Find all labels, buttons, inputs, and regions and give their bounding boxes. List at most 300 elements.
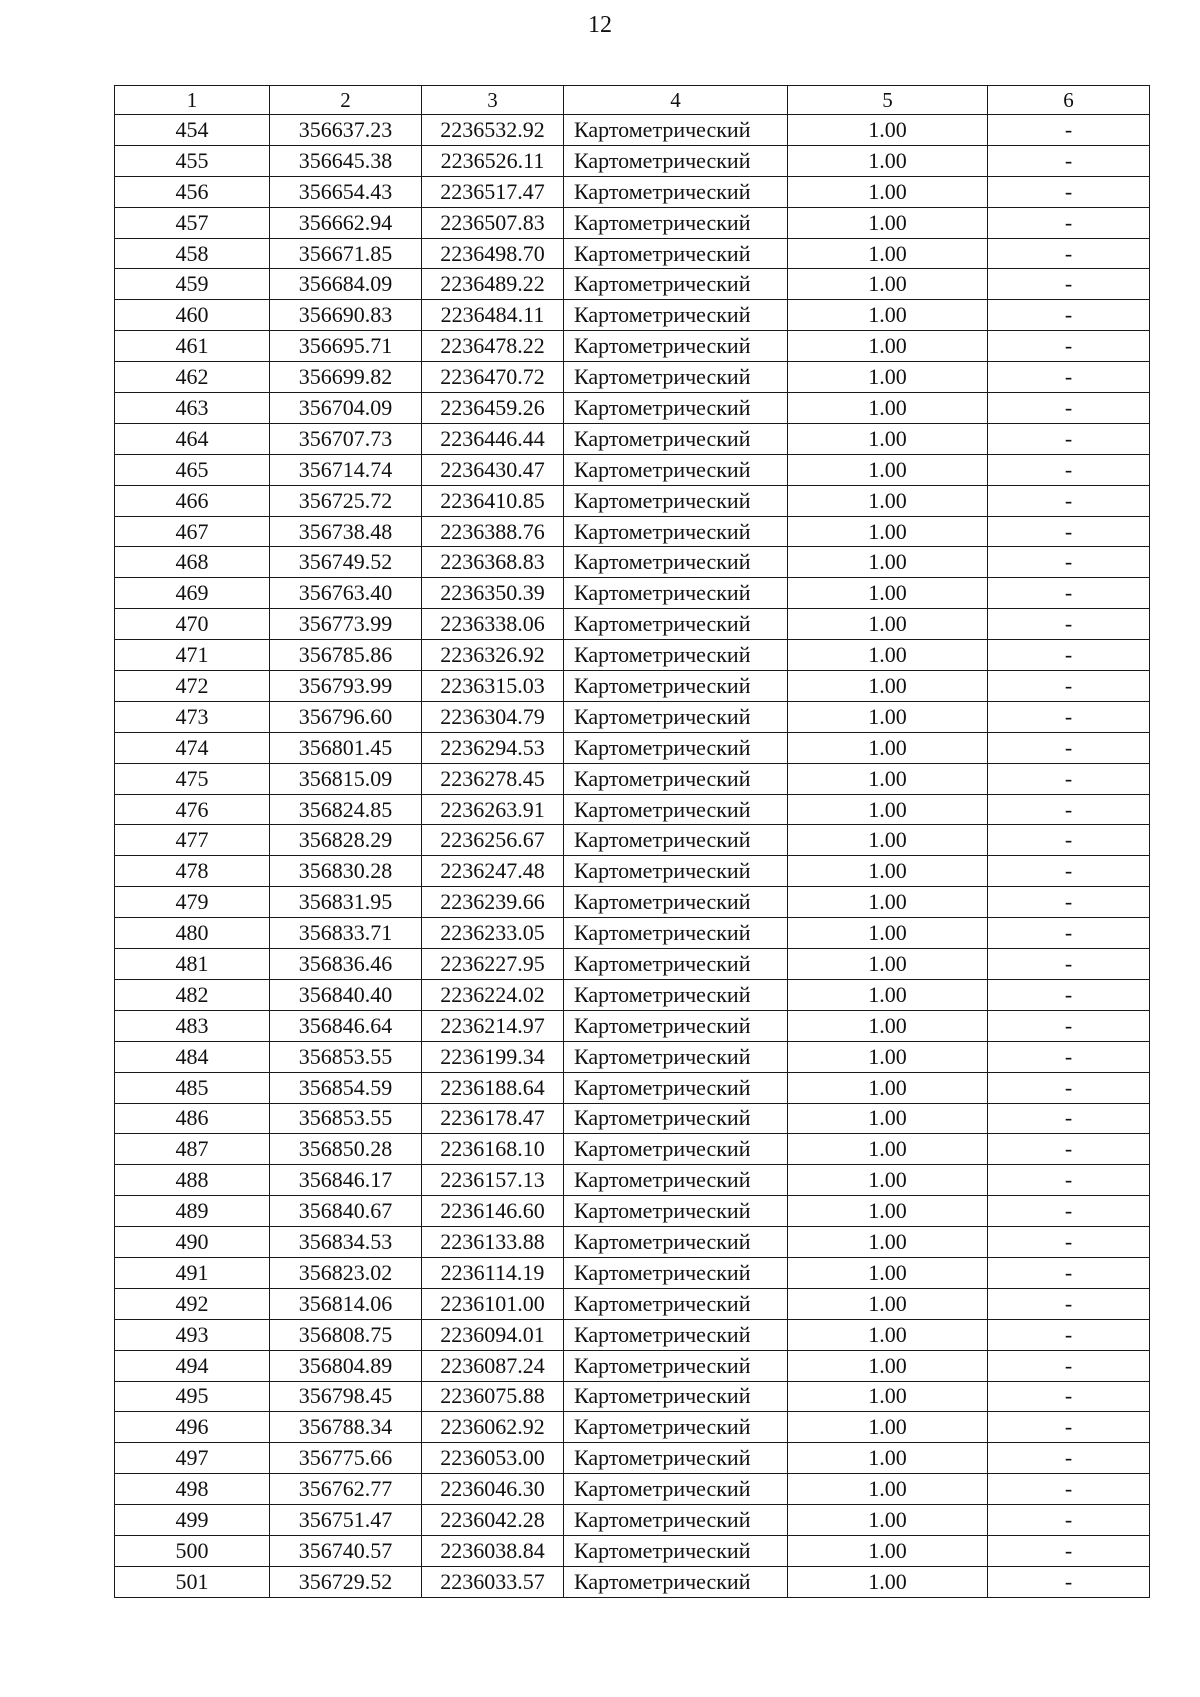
point-number-cell: 473 [115,701,270,732]
x-coordinate-cell: 356699.82 [270,362,422,393]
y-coordinate-cell: 2236256.67 [422,825,564,856]
point-number-cell: 493 [115,1319,270,1350]
table-row [115,825,1150,856]
accuracy-cell: 1.00 [788,1288,988,1319]
accuracy-cell: 1.00 [788,1535,988,1566]
note-cell: - [988,1196,1150,1227]
method-cell: Картометрический [564,1319,788,1350]
header-row [115,86,1150,115]
note-cell: - [988,331,1150,362]
note-cell: - [988,547,1150,578]
table-row [115,640,1150,671]
method-cell: Картометрический [564,1443,788,1474]
method-cell: Картометрический [564,115,788,146]
accuracy-cell: 1.00 [788,1505,988,1536]
point-number-cell: 466 [115,485,270,516]
table-row [115,1381,1150,1412]
y-coordinate-cell: 2236532.92 [422,115,564,146]
point-number-cell: 474 [115,732,270,763]
accuracy-cell: 1.00 [788,701,988,732]
table-row [115,393,1150,424]
table-row [115,1103,1150,1134]
accuracy-cell: 1.00 [788,485,988,516]
point-number-cell: 468 [115,547,270,578]
x-coordinate-cell: 356695.71 [270,331,422,362]
note-cell: - [988,1257,1150,1288]
table-row [115,578,1150,609]
x-coordinate-cell: 356801.45 [270,732,422,763]
accuracy-cell: 1.00 [788,238,988,269]
y-coordinate-cell: 2236304.79 [422,701,564,732]
y-coordinate-cell: 2236168.10 [422,1134,564,1165]
x-coordinate-cell: 356738.48 [270,516,422,547]
method-cell: Картометрический [564,887,788,918]
method-cell: Картометрический [564,1566,788,1597]
table-row [115,207,1150,238]
point-number-cell: 498 [115,1474,270,1505]
point-number-cell: 482 [115,979,270,1010]
note-cell: - [988,1443,1150,1474]
note-cell: - [988,393,1150,424]
y-coordinate-cell: 2236350.39 [422,578,564,609]
x-coordinate-cell: 356775.66 [270,1443,422,1474]
accuracy-cell: 1.00 [788,1319,988,1350]
point-number-cell: 495 [115,1381,270,1412]
y-coordinate-cell: 2236278.45 [422,763,564,794]
y-coordinate-cell: 2236214.97 [422,1010,564,1041]
note-cell: - [988,1134,1150,1165]
y-coordinate-cell: 2236046.30 [422,1474,564,1505]
method-cell: Картометрический [564,145,788,176]
x-coordinate-cell: 356804.89 [270,1350,422,1381]
table-row [115,1010,1150,1041]
y-coordinate-cell: 2236507.83 [422,207,564,238]
note-cell: - [988,300,1150,331]
note-cell: - [988,1474,1150,1505]
x-coordinate-cell: 356690.83 [270,300,422,331]
note-cell: - [988,794,1150,825]
y-coordinate-cell: 2236459.26 [422,393,564,424]
table-row [115,331,1150,362]
note-cell: - [988,640,1150,671]
table-row [115,454,1150,485]
y-coordinate-cell: 2236101.00 [422,1288,564,1319]
accuracy-cell: 1.00 [788,1443,988,1474]
x-coordinate-cell: 356823.02 [270,1257,422,1288]
table-row [115,269,1150,300]
method-cell: Картометрический [564,1072,788,1103]
y-coordinate-cell: 2236178.47 [422,1103,564,1134]
y-coordinate-cell: 2236033.57 [422,1566,564,1597]
method-cell: Картометрический [564,516,788,547]
x-coordinate-cell: 356740.57 [270,1535,422,1566]
x-coordinate-cell: 356704.09 [270,393,422,424]
x-coordinate-cell: 356763.40 [270,578,422,609]
accuracy-cell: 1.00 [788,887,988,918]
table-row [115,1041,1150,1072]
y-coordinate-cell: 2236315.03 [422,671,564,702]
column-header-1: 1 [115,86,270,115]
table-row [115,1474,1150,1505]
point-number-cell: 477 [115,825,270,856]
note-cell: - [988,1288,1150,1319]
note-cell: - [988,918,1150,949]
point-number-cell: 480 [115,918,270,949]
point-number-cell: 489 [115,1196,270,1227]
y-coordinate-cell: 2236470.72 [422,362,564,393]
note-cell: - [988,701,1150,732]
x-coordinate-cell: 356749.52 [270,547,422,578]
y-coordinate-cell: 2236053.00 [422,1443,564,1474]
x-coordinate-cell: 356751.47 [270,1505,422,1536]
table-row [115,856,1150,887]
method-cell: Картометрический [564,393,788,424]
y-coordinate-cell: 2236133.88 [422,1227,564,1258]
note-cell: - [988,1103,1150,1134]
y-coordinate-cell: 2236188.64 [422,1072,564,1103]
table-row [115,1566,1150,1597]
y-coordinate-cell: 2236263.91 [422,794,564,825]
table-row [115,1412,1150,1443]
accuracy-cell: 1.00 [788,362,988,393]
note-cell: - [988,1072,1150,1103]
note-cell: - [988,485,1150,516]
accuracy-cell: 1.00 [788,578,988,609]
y-coordinate-cell: 2236294.53 [422,732,564,763]
method-cell: Картометрический [564,949,788,980]
table-row [115,485,1150,516]
table-row [115,918,1150,949]
table-row [115,362,1150,393]
y-coordinate-cell: 2236239.66 [422,887,564,918]
table-row [115,1443,1150,1474]
method-cell: Картометрический [564,609,788,640]
x-coordinate-cell: 356707.73 [270,423,422,454]
note-cell: - [988,1041,1150,1072]
accuracy-cell: 1.00 [788,1350,988,1381]
accuracy-cell: 1.00 [788,1103,988,1134]
method-cell: Картометрический [564,732,788,763]
accuracy-cell: 1.00 [788,393,988,424]
table-row [115,1350,1150,1381]
point-number-cell: 486 [115,1103,270,1134]
accuracy-cell: 1.00 [788,176,988,207]
point-number-cell: 472 [115,671,270,702]
method-cell: Картометрический [564,423,788,454]
x-coordinate-cell: 356654.43 [270,176,422,207]
accuracy-cell: 1.00 [788,1474,988,1505]
note-cell: - [988,1566,1150,1597]
y-coordinate-cell: 2236368.83 [422,547,564,578]
y-coordinate-cell: 2236087.24 [422,1350,564,1381]
accuracy-cell: 1.00 [788,1041,988,1072]
accuracy-cell: 1.00 [788,732,988,763]
point-number-cell: 460 [115,300,270,331]
y-coordinate-cell: 2236526.11 [422,145,564,176]
accuracy-cell: 1.00 [788,918,988,949]
method-cell: Картометрический [564,547,788,578]
accuracy-cell: 1.00 [788,423,988,454]
y-coordinate-cell: 2236062.92 [422,1412,564,1443]
accuracy-cell: 1.00 [788,825,988,856]
x-coordinate-cell: 356834.53 [270,1227,422,1258]
method-cell: Картометрический [564,207,788,238]
y-coordinate-cell: 2236498.70 [422,238,564,269]
accuracy-cell: 1.00 [788,979,988,1010]
point-number-cell: 470 [115,609,270,640]
accuracy-cell: 1.00 [788,1566,988,1597]
y-coordinate-cell: 2236517.47 [422,176,564,207]
method-cell: Картометрический [564,238,788,269]
y-coordinate-cell: 2236430.47 [422,454,564,485]
point-number-cell: 456 [115,176,270,207]
accuracy-cell: 1.00 [788,794,988,825]
method-cell: Картометрический [564,763,788,794]
method-cell: Картометрический [564,1381,788,1412]
x-coordinate-cell: 356808.75 [270,1319,422,1350]
x-coordinate-cell: 356853.55 [270,1041,422,1072]
method-cell: Картометрический [564,794,788,825]
column-header-6: 6 [988,86,1150,115]
note-cell: - [988,238,1150,269]
table-row [115,887,1150,918]
x-coordinate-cell: 356729.52 [270,1566,422,1597]
accuracy-cell: 1.00 [788,115,988,146]
accuracy-cell: 1.00 [788,1196,988,1227]
point-number-cell: 492 [115,1288,270,1319]
note-cell: - [988,1381,1150,1412]
note-cell: - [988,1535,1150,1566]
x-coordinate-cell: 356850.28 [270,1134,422,1165]
page-number: 12 [588,12,612,38]
table-row [115,176,1150,207]
y-coordinate-cell: 2236484.11 [422,300,564,331]
x-coordinate-cell: 356854.59 [270,1072,422,1103]
y-coordinate-cell: 2236094.01 [422,1319,564,1350]
note-cell: - [988,856,1150,887]
note-cell: - [988,609,1150,640]
point-number-cell: 476 [115,794,270,825]
accuracy-cell: 1.00 [788,1412,988,1443]
note-cell: - [988,362,1150,393]
x-coordinate-cell: 356846.64 [270,1010,422,1041]
x-coordinate-cell: 356831.95 [270,887,422,918]
note-cell: - [988,1505,1150,1536]
point-number-cell: 458 [115,238,270,269]
method-cell: Картометрический [564,701,788,732]
x-coordinate-cell: 356840.67 [270,1196,422,1227]
y-coordinate-cell: 2236446.44 [422,423,564,454]
y-coordinate-cell: 2236075.88 [422,1381,564,1412]
x-coordinate-cell: 356671.85 [270,238,422,269]
accuracy-cell: 1.00 [788,609,988,640]
point-number-cell: 462 [115,362,270,393]
method-cell: Картометрический [564,1103,788,1134]
note-cell: - [988,732,1150,763]
x-coordinate-cell: 356828.29 [270,825,422,856]
column-header-5: 5 [788,86,988,115]
note-cell: - [988,516,1150,547]
note-cell: - [988,176,1150,207]
note-cell: - [988,269,1150,300]
accuracy-cell: 1.00 [788,1165,988,1196]
accuracy-cell: 1.00 [788,1010,988,1041]
x-coordinate-cell: 356785.86 [270,640,422,671]
note-cell: - [988,423,1150,454]
x-coordinate-cell: 356814.06 [270,1288,422,1319]
table-row [115,423,1150,454]
accuracy-cell: 1.00 [788,1381,988,1412]
method-cell: Картометрический [564,1196,788,1227]
point-number-cell: 484 [115,1041,270,1072]
table-row [115,1257,1150,1288]
y-coordinate-cell: 2236114.19 [422,1257,564,1288]
note-cell: - [988,887,1150,918]
point-number-cell: 461 [115,331,270,362]
coordinates-table [114,85,1150,1598]
point-number-cell: 496 [115,1412,270,1443]
point-number-cell: 475 [115,763,270,794]
point-number-cell: 478 [115,856,270,887]
y-coordinate-cell: 2236042.28 [422,1505,564,1536]
method-cell: Картометрический [564,1288,788,1319]
accuracy-cell: 1.00 [788,949,988,980]
table-row [115,145,1150,176]
point-number-cell: 481 [115,949,270,980]
y-coordinate-cell: 2236157.13 [422,1165,564,1196]
x-coordinate-cell: 356840.40 [270,979,422,1010]
method-cell: Картометрический [564,300,788,331]
table-row [115,1196,1150,1227]
note-cell: - [988,145,1150,176]
point-number-cell: 454 [115,115,270,146]
accuracy-cell: 1.00 [788,1072,988,1103]
accuracy-cell: 1.00 [788,269,988,300]
note-cell: - [988,207,1150,238]
point-number-cell: 497 [115,1443,270,1474]
y-coordinate-cell: 2236199.34 [422,1041,564,1072]
x-coordinate-cell: 356684.09 [270,269,422,300]
x-coordinate-cell: 356637.23 [270,115,422,146]
column-header-3: 3 [422,86,564,115]
method-cell: Картометрический [564,856,788,887]
point-number-cell: 467 [115,516,270,547]
y-coordinate-cell: 2236224.02 [422,979,564,1010]
method-cell: Картометрический [564,918,788,949]
method-cell: Картометрический [564,454,788,485]
accuracy-cell: 1.00 [788,640,988,671]
x-coordinate-cell: 356833.71 [270,918,422,949]
point-number-cell: 463 [115,393,270,424]
note-cell: - [988,1412,1150,1443]
table-row [115,1072,1150,1103]
table-row [115,300,1150,331]
point-number-cell: 479 [115,887,270,918]
note-cell: - [988,1227,1150,1258]
accuracy-cell: 1.00 [788,145,988,176]
note-cell: - [988,949,1150,980]
accuracy-cell: 1.00 [788,1257,988,1288]
y-coordinate-cell: 2236338.06 [422,609,564,640]
accuracy-cell: 1.00 [788,856,988,887]
x-coordinate-cell: 356793.99 [270,671,422,702]
method-cell: Картометрический [564,825,788,856]
table-row [115,516,1150,547]
x-coordinate-cell: 356824.85 [270,794,422,825]
table-row [115,1535,1150,1566]
method-cell: Картометрический [564,1227,788,1258]
note-cell: - [988,115,1150,146]
method-cell: Картометрический [564,1412,788,1443]
method-cell: Картометрический [564,578,788,609]
point-number-cell: 459 [115,269,270,300]
method-cell: Картометрический [564,1350,788,1381]
y-coordinate-cell: 2236227.95 [422,949,564,980]
accuracy-cell: 1.00 [788,454,988,485]
x-coordinate-cell: 356798.45 [270,1381,422,1412]
x-coordinate-cell: 356762.77 [270,1474,422,1505]
table-row [115,609,1150,640]
note-cell: - [988,578,1150,609]
accuracy-cell: 1.00 [788,547,988,578]
method-cell: Картометрический [564,331,788,362]
method-cell: Картометрический [564,1505,788,1536]
point-number-cell: 465 [115,454,270,485]
x-coordinate-cell: 356714.74 [270,454,422,485]
point-number-cell: 457 [115,207,270,238]
accuracy-cell: 1.00 [788,763,988,794]
column-header-2: 2 [270,86,422,115]
point-number-cell: 469 [115,578,270,609]
table-row [115,1227,1150,1258]
x-coordinate-cell: 356788.34 [270,1412,422,1443]
table-row [115,794,1150,825]
accuracy-cell: 1.00 [788,331,988,362]
table-row [115,238,1150,269]
method-cell: Картометрический [564,979,788,1010]
point-number-cell: 499 [115,1505,270,1536]
x-coordinate-cell: 356662.94 [270,207,422,238]
x-coordinate-cell: 356853.55 [270,1103,422,1134]
y-coordinate-cell: 2236146.60 [422,1196,564,1227]
note-cell: - [988,825,1150,856]
method-cell: Картометрический [564,485,788,516]
method-cell: Картометрический [564,269,788,300]
note-cell: - [988,1010,1150,1041]
y-coordinate-cell: 2236326.92 [422,640,564,671]
table-row [115,701,1150,732]
table-row [115,1288,1150,1319]
method-cell: Картометрический [564,1041,788,1072]
x-coordinate-cell: 356830.28 [270,856,422,887]
point-number-cell: 487 [115,1134,270,1165]
accuracy-cell: 1.00 [788,1227,988,1258]
table-row [115,732,1150,763]
x-coordinate-cell: 356846.17 [270,1165,422,1196]
table-row [115,1319,1150,1350]
method-cell: Картометрический [564,1474,788,1505]
point-number-cell: 455 [115,145,270,176]
column-header-4: 4 [564,86,788,115]
y-coordinate-cell: 2236478.22 [422,331,564,362]
note-cell: - [988,454,1150,485]
x-coordinate-cell: 356773.99 [270,609,422,640]
table-row [115,547,1150,578]
table-body [115,115,1150,1598]
x-coordinate-cell: 356796.60 [270,701,422,732]
point-number-cell: 501 [115,1566,270,1597]
note-cell: - [988,979,1150,1010]
